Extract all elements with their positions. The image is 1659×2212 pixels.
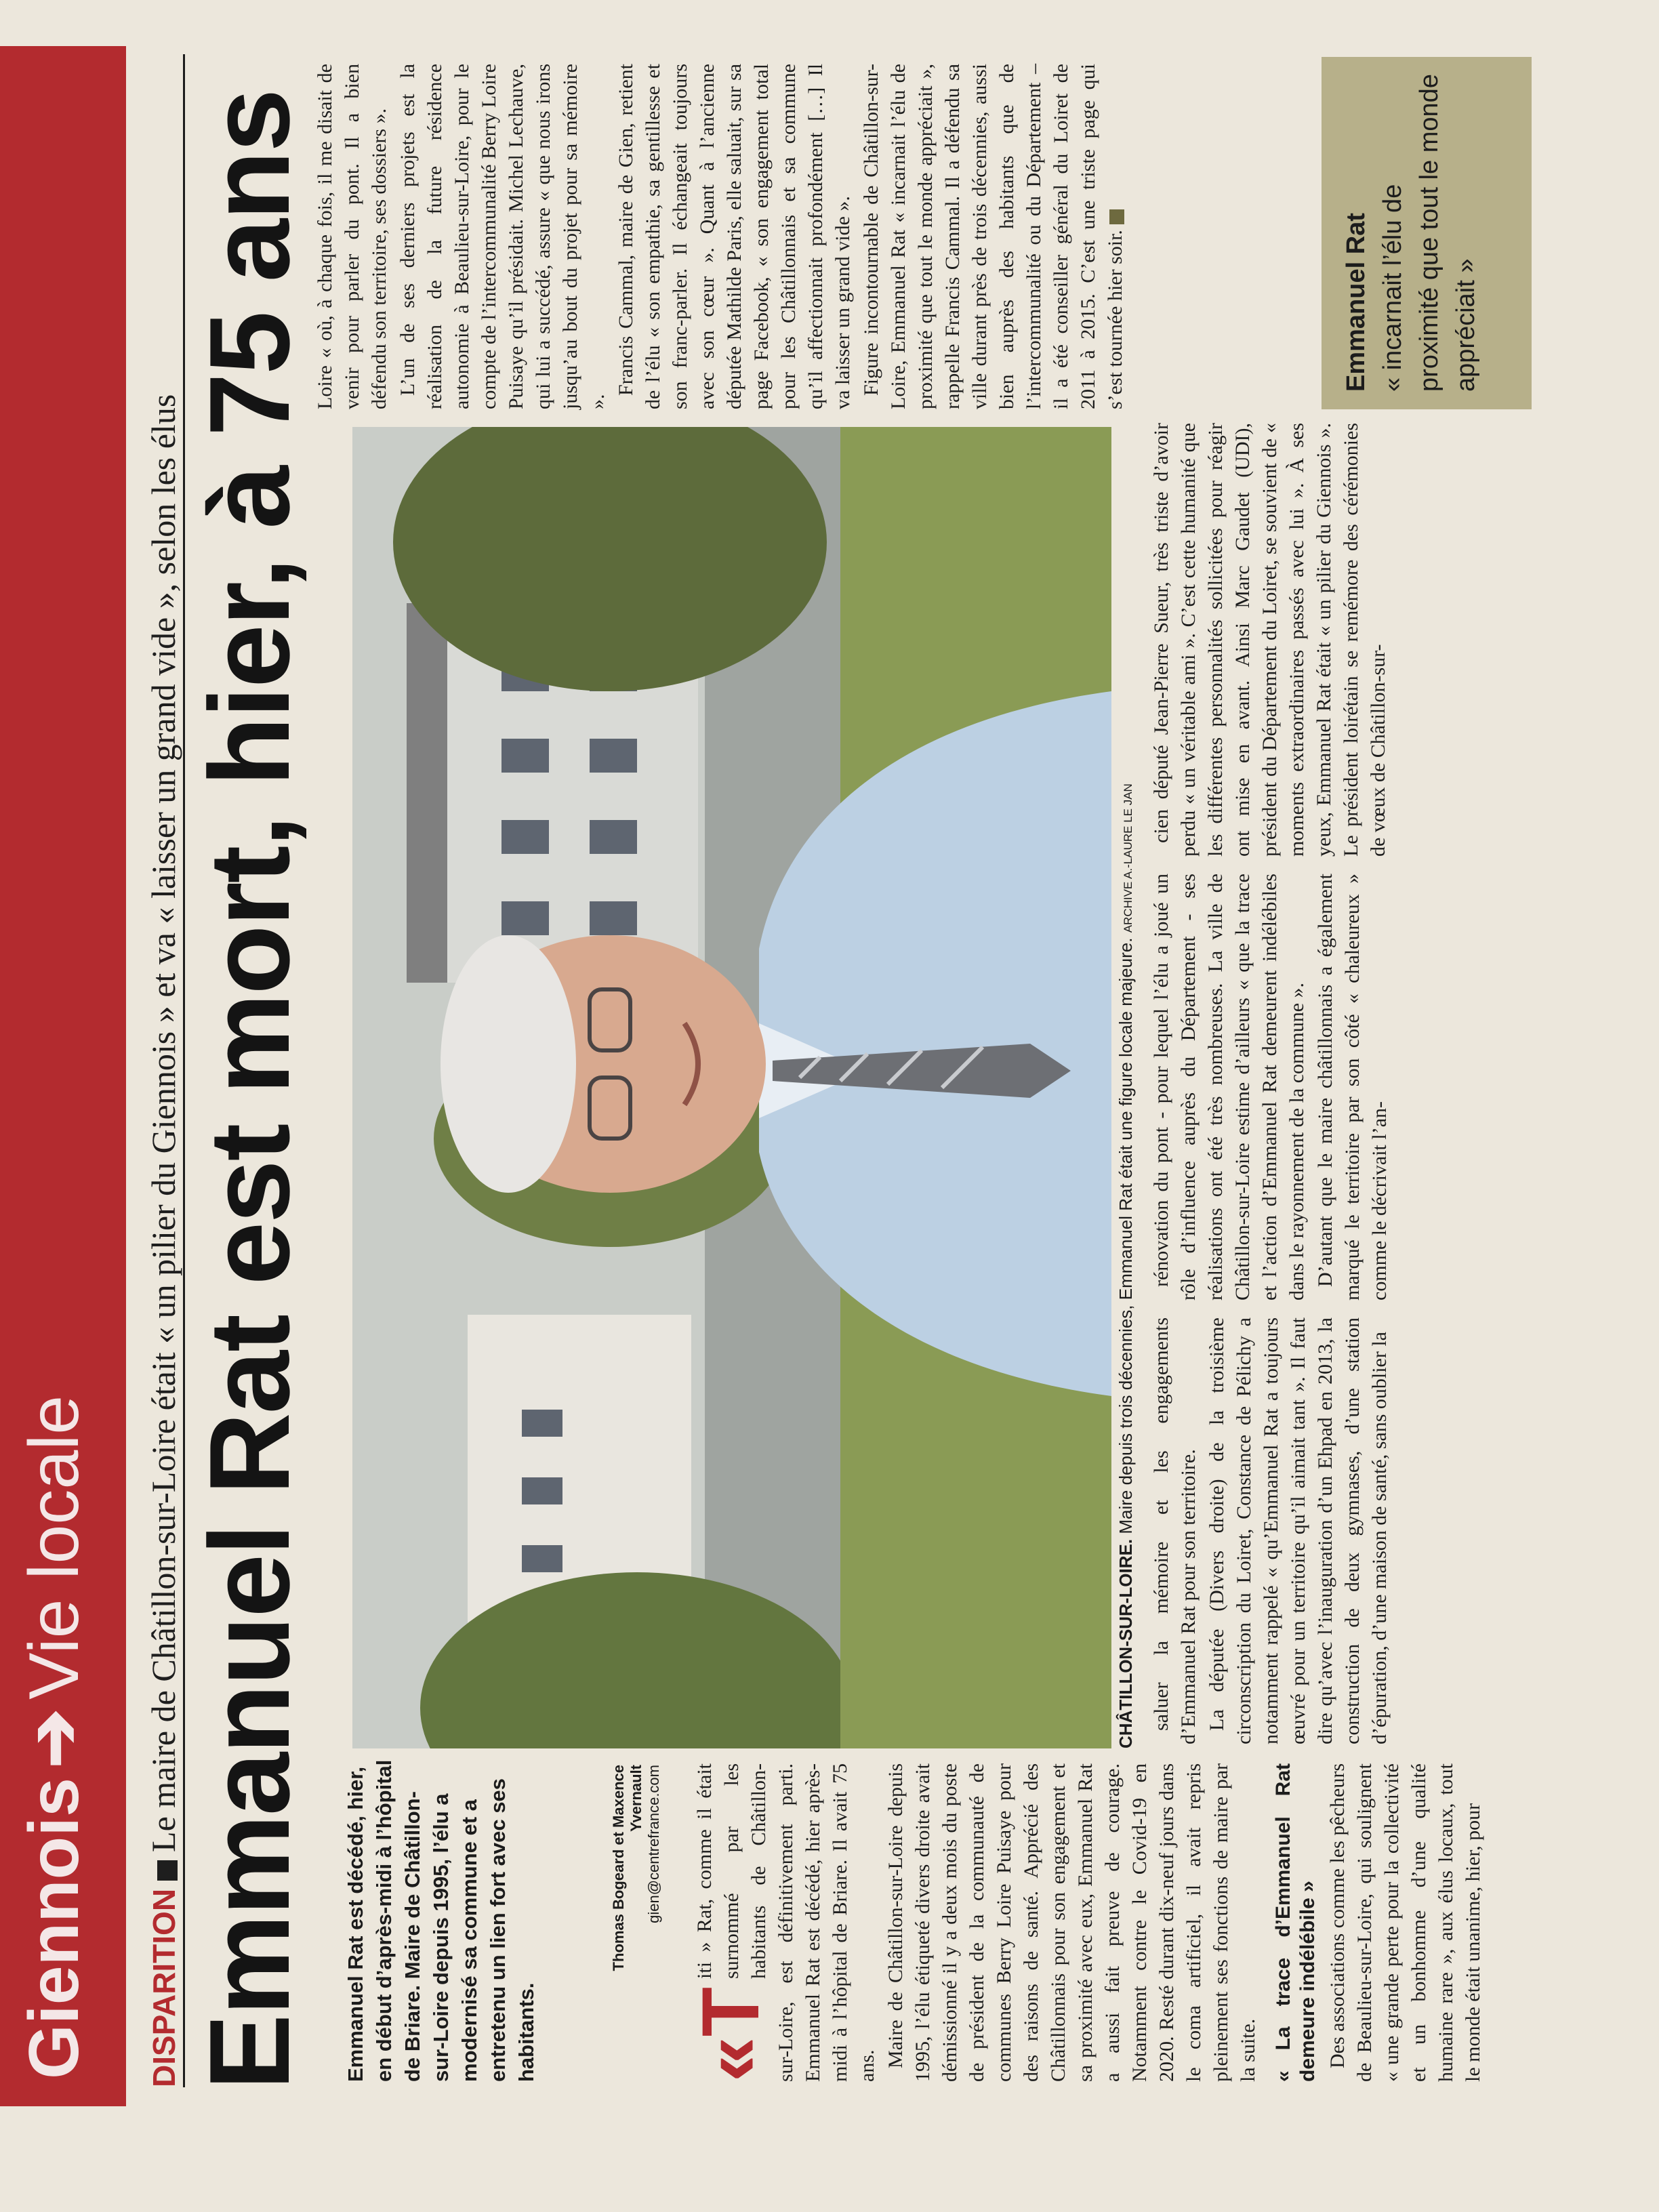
article-paragraph: Des associations comme les pêcheurs de Beaulieu-sur-Loire, qui soulignent « une grande perte pour la collectivité et un bonhomme d’une qualité humaine rare », aux élus locaux, tout le monde était unanime, hier, pour xyxy=(1326,1763,1484,2082)
section-banner xyxy=(0,46,126,2106)
photo-caption xyxy=(1111,427,1140,1748)
article-paragraph: «T iti » Rat, comme il était surnommé par les habitants de Châtillon-sur-Loire, est définitivement parti. Emmanuel Rat est décédé, hier après-midi à l’hôpital de Briare. Il avait 75 ans. xyxy=(685,1763,878,2082)
kicker-text: Le maire de Châtillon-sur-Loire était « un pilier du Giennois » et va « laisser un grand vide », selon les élus xyxy=(144,394,182,1852)
article-paragraph: Figure incontournable de Châtillon-sur-Loire, Emmanuel Rat « incarnait l’élu de proximité que tout le monde appréciait », rappelle Francis Cammal. Il a défendu sa ville durant près de trois décennies, aussi bien auprès des habitants que de l’intercommunalité ou du Département – il a été conseiller général du Loiret de 2011 à 2015. C’est une triste page qui s’est tournée hier soir. xyxy=(860,64,1126,409)
article-paragraph: Maire de Châtillon-sur-Loire depuis 1995, l’élu étiqueté divers droite avait démissionné il y a deux mois du poste de président de la communauté de communes Berry Loire Puisaye pour des raisons de santé. Apprécié des Châtillonnais pour son engagement et sa proximité avec eux, Emmanuel Rat a aussi fait preuve de courage. Notamment contre le Covid-19 en 2020. Resté durant dix-neuf jours dans le coma artificiel, il avait repris pleinement ses fonctions de maire par la suite. xyxy=(884,1763,1259,2082)
article-paragraph: L’un de ses derniers projets est la réalisation de la future résidence autonomie à Beaulieu-sur-Loire, pour le compte de l’intercommunalité Berry Loire Puisaye qu’il présidait. Michel Lechauve, qui lui a succédé, assure « que nous irons jusqu’au bout du projet pour sa mémoire ». xyxy=(396,64,609,409)
article-column-1 xyxy=(685,1763,1488,2082)
article-paragraph: Loire « où, à chaque fois, il me disait de venir pour parler du pont. Il a bien défendu son territoire, ses dossiers ». xyxy=(314,64,390,409)
end-mark-icon xyxy=(1109,209,1124,224)
article-paragraph: rénovation du pont - pour lequel l’élu a joué un rôle d’influence auprès du Département - ses réalisations ont été très nombreuses. La ville de Châtillon-sur-Loire estime d’ailleurs « que la trace et l’action d’Emmanuel Rat demeurent indélébiles dans le rayonnement de la commune ». xyxy=(1150,874,1308,1300)
article-column-2 xyxy=(1148,1317,1395,1744)
article-paragraph: saluer la mémoire et les engagements d’Emmanuel Rat pour son territoire. xyxy=(1150,1317,1200,1744)
caption-text: Maire depuis trois décennies, Emmanuel Rat était une figure locale majeure. xyxy=(1115,937,1136,1534)
arrow-icon: ➔ xyxy=(15,1708,94,1769)
pull-quote-text: « incarnait l’élu de proximité que tout le monde appréciait » xyxy=(1378,74,1480,392)
article-paragraph: D’autant que le maire châtillonnais a également marqué le territoire par son côté « chaleureux » comme le décrivait l’an- xyxy=(1314,874,1391,1300)
byline-email: gien@centrefrance.com xyxy=(645,1765,662,1923)
article-subhead: « La trace d’Emmanuel Rat demeure indélébile » xyxy=(1272,1763,1319,2082)
headline: Emmanuel Rat est mort, hier, à 75 ans xyxy=(186,89,313,2090)
article-paragraph: cien député Jean-Pierre Sueur, très triste d’avoir perdu « un véritable ami ». C’est cette humanité que les différentes personnalités sollicitées pour réagir ont mise en avant. Ainsi Marc Gaudet (UDI), président du Département du Loiret, se souvient de « moments extraordinaires passés avec lui ». À ses yeux, Emmanuel Rat était « un pilier du Giennois ». Le président loirétain se remémore des cérémonies de vœux de Châtillon-sur- xyxy=(1150,423,1389,857)
byline-authors: Thomas Bogeard et Maxence Yvernault xyxy=(610,1765,644,1971)
square-bullet-icon xyxy=(157,1860,178,1881)
article-paragraph: La députée (Divers droite) de la troisième circonscription du Loiret, Constance de Pélichy a notamment rappelé « qu’Emmanuel Rat a toujours œuvré pour un territoire qu’il aimait tant ». Il faut dire qu’avec l’inauguration d’un Ehpad en 2013, la construction de deux gymnases, d’une station d’épuration, d’une maison de santé, sans oublier la xyxy=(1206,1317,1391,1744)
pull-quote xyxy=(1322,57,1532,409)
lede: Emmanuel Rat est décédé, hier, en début d’après-midi à l’hôpital de Briare. Maire de Châtillon-sur-Loire depuis 1995, l’élu a modernisé sa commune et a entretenu un lien fort avec ses habitants. xyxy=(344,1759,538,2082)
portrait-photo xyxy=(352,427,1111,1748)
kicker-tag: DISPARITION xyxy=(146,1888,182,2087)
subsection-name: Vie locale xyxy=(15,1395,94,1700)
article-column-4 xyxy=(1148,423,1393,857)
photo-credit: ARCHIVE A.-LAURE LE JAN xyxy=(1122,783,1134,933)
byline xyxy=(610,1765,663,2036)
article-paragraph: Francis Cammal, maire de Gien, retient de l’élu « son empathie, sa gentillesse et son franc-parler. Il échangeait toujours avec son cœur ». Quant à l’ancienne députée Mathilde Paris, elle saluait, sur sa page Facebook, « son engagement total pour les Châtillonnais et sa commune qu’il affectionnait profondément […] Il va laisser un grand vide ». xyxy=(615,64,854,409)
article-column-3 xyxy=(1148,874,1395,1300)
article-column-5 xyxy=(312,64,1130,409)
caption-place: CHÂTILLON-SUR-LOIRE. xyxy=(1115,1538,1136,1748)
section-title xyxy=(12,1395,95,2079)
kicker xyxy=(144,54,183,2087)
pull-quote-name: Emmanuel Rat xyxy=(1342,213,1370,392)
dropcap: «T xyxy=(685,1986,776,2082)
section-name: Giennois xyxy=(15,1778,94,2079)
